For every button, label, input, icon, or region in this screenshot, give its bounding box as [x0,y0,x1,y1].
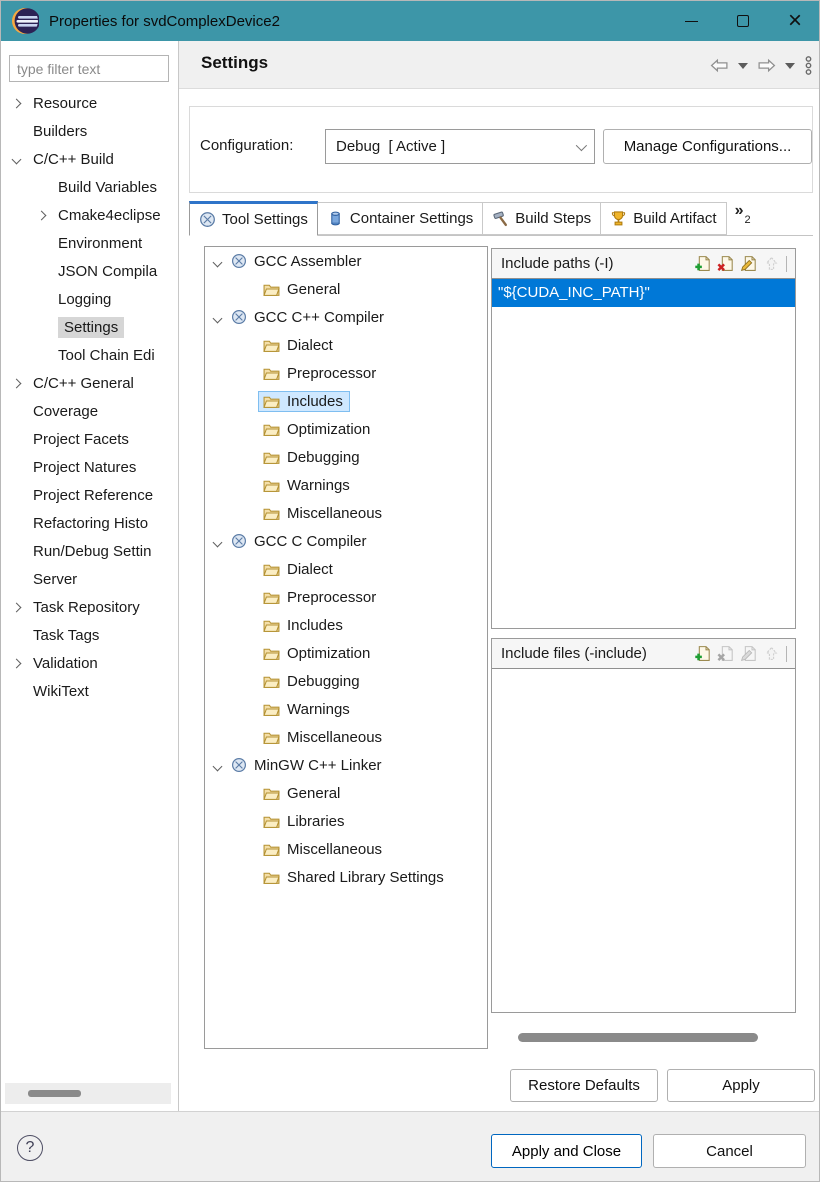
include-files-panel [491,638,796,1013]
sidebar-item-label: Coverage [33,402,99,420]
sidebar-item-refactoring-history[interactable] [1,509,179,537]
trophy-icon [610,210,627,227]
tab-label: Container Settings [349,210,474,227]
tree-item-label: Preprocessor [287,364,377,382]
configuration-select[interactable] [325,129,595,164]
tool-icon [231,309,247,325]
tree-item-general[interactable] [205,275,487,303]
sidebar-item-label-selected: Settings [58,317,124,338]
tree-item-label: Warnings [287,476,350,494]
sidebar-item-label: JSON Compila [58,262,158,280]
sidebar-item-settings[interactable] [1,313,179,341]
chevron-right-icon[interactable] [9,600,23,614]
add-icon[interactable] [694,255,711,272]
delete-icon[interactable] [717,255,734,272]
chevron-down-icon[interactable] [214,309,221,326]
back-arrow-icon[interactable] [710,58,729,73]
manage-configurations-button[interactable]: Manage Configurations... [603,129,812,164]
folder-icon [263,702,280,717]
tree-item-label: Includes [287,392,343,410]
sidebar-item-cpp-build[interactable] [1,145,179,173]
apply-button[interactable]: Apply [667,1069,815,1102]
chevron-down-icon[interactable] [9,152,23,166]
folder-icon [263,394,280,409]
tree-item-label: GCC Assembler [254,252,362,270]
chevron-right-icon[interactable] [34,208,48,222]
sidebar-tree [1,89,179,705]
sidebar-horizontal-scrollbar[interactable] [5,1083,171,1104]
tree-item-label: Libraries [287,812,345,830]
tree-item-debugging[interactable] [205,667,487,695]
tool-icon [231,253,247,269]
eclipse-logo-icon [11,7,39,35]
tree-item-label: GCC C++ Compiler [254,308,385,326]
sidebar-item-build-variables[interactable] [1,173,179,201]
back-history-dropdown-icon[interactable] [738,63,748,69]
tree-item-includes-selected[interactable] [205,387,487,415]
tree-item-label: Warnings [287,700,350,718]
sidebar-item-label: Task Repository [33,598,140,616]
chevron-down-icon[interactable] [214,533,221,550]
tab-tool-settings[interactable] [189,201,318,236]
sidebar-item-task-repository[interactable] [1,593,179,621]
tree-item-warnings[interactable] [205,471,487,499]
tree-item-optimization[interactable] [205,415,487,443]
close-button[interactable] [769,1,820,41]
configuration-value: Debug [ Active ] [336,138,446,155]
sidebar-item-builders[interactable] [1,117,179,145]
sidebar-item-label: Project Natures [33,458,137,476]
folder-icon [263,618,280,633]
tab-build-artifact[interactable] [601,202,726,235]
sidebar-item-cpp-general[interactable] [1,369,179,397]
tree-item-label: General [287,280,341,298]
sidebar-item-validation[interactable] [1,649,179,677]
tree-item-gcc-cpp-compiler[interactable] [205,303,487,331]
maximize-button[interactable] [717,1,769,41]
include-files-title: Include files (-include) [501,645,647,662]
title-bar [1,1,820,41]
sidebar-item-label: Environment [58,234,143,252]
sidebar-item-wikitext[interactable] [1,677,179,705]
tool-icon [231,533,247,549]
tree-item-label: MinGW C++ Linker [254,756,382,774]
sidebar-item-run-debug-settings[interactable] [1,537,179,565]
tool-settings-tree [204,246,488,1049]
tree-item-general[interactable] [205,779,487,807]
chevron-down-icon [576,139,587,150]
move-up-icon [763,255,780,272]
close-icon: × [787,7,802,34]
chevron-right-icon[interactable] [9,656,23,670]
tree-item-label: Debugging [287,448,360,466]
folder-icon [263,674,280,689]
delete-icon [717,645,734,662]
tree-item-label: Includes [287,616,343,634]
sidebar-item-label: Cmake4eclipse [58,206,161,224]
tab-container-settings[interactable] [318,202,483,235]
tab-build-steps[interactable] [483,202,601,235]
tree-item-gcc-assembler[interactable] [205,247,487,275]
include-path-entry-selected[interactable]: "${CUDA_INC_PATH}" [492,279,795,307]
container-icon [327,210,344,227]
sidebar-item-label: Tool Chain Edi [58,346,155,364]
tree-item-label: Optimization [287,420,371,438]
folder-icon [263,842,280,857]
move-down-icon-clipped [786,256,789,272]
forward-arrow-icon[interactable] [757,58,776,73]
folder-icon [263,450,280,465]
minimize-icon [685,21,698,22]
include-paths-title: Include paths (-I) [501,255,614,272]
sidebar-item-logging[interactable] [1,285,179,313]
move-down-icon-clipped [786,646,789,662]
folder-icon [263,422,280,437]
sidebar-item-cmake4eclipse[interactable] [1,201,179,229]
scrollbar-thumb[interactable] [28,1090,81,1097]
sidebar-item-label: Project Reference [33,486,154,504]
sidebar-item-label: Run/Debug Settin [33,542,152,560]
tree-item-label: General [287,784,341,802]
tool-icon [231,757,247,773]
tree-item-warnings[interactable] [205,695,487,723]
tree-item-label: Optimization [287,644,371,662]
hammer-icon [492,210,509,227]
tool-icon [199,211,216,228]
tree-item-shared-library-settings[interactable] [205,863,487,891]
tree-item-label: Debugging [287,672,360,690]
dialog-footer [1,1111,820,1182]
sidebar-item-project-natures[interactable] [1,453,179,481]
overflow-count: 2 [744,214,751,226]
edit-icon[interactable] [740,255,757,272]
forward-history-dropdown-icon[interactable] [785,63,795,69]
folder-icon [263,814,280,829]
include-paths-panel [491,248,796,629]
minimize-button[interactable] [665,1,717,41]
window-title: Properties for svdComplexDevice2 [49,12,280,30]
configuration-group [189,106,813,193]
sidebar-item-json-compilation[interactable] [1,257,179,285]
folder-icon [263,506,280,521]
tree-item-label: Dialect [287,560,333,578]
tree-item-debugging[interactable] [205,443,487,471]
sidebar-item-label: C/C++ General [33,374,134,392]
folder-icon [263,338,280,353]
sidebar-item-task-tags[interactable] [1,621,179,649]
sidebar-item-label: C/C++ Build [33,150,114,168]
folder-icon [263,366,280,381]
sidebar-item-label: WikiText [33,682,89,700]
configuration-label: Configuration: [200,137,294,154]
sidebar-item-project-facets[interactable] [1,425,179,453]
help-icon: ? [25,1139,35,1156]
overflow-chevrons-icon: » [734,202,744,219]
tab-label: Build Steps [515,210,592,227]
tree-item-label: Dialect [287,336,333,354]
folder-icon [263,478,280,493]
sidebar-item-label: Task Tags [33,626,100,644]
tree-item-mingw-cpp-linker[interactable] [205,751,487,779]
sidebar-item-resource[interactable] [1,89,179,117]
folder-icon [263,282,280,297]
tree-item-dialect[interactable] [205,555,487,583]
tree-item-label: GCC C Compiler [254,532,367,550]
tab-label: Build Artifact [633,210,717,227]
tree-item-miscellaneous[interactable] [205,499,487,527]
tab-overflow-button[interactable] [727,202,759,235]
tree-item-label: Preprocessor [287,588,377,606]
sidebar-item-environment[interactable] [1,229,179,257]
tree-item-miscellaneous[interactable] [205,835,487,863]
folder-icon [263,590,280,605]
tree-item-includes[interactable] [205,611,487,639]
help-button[interactable] [17,1135,43,1161]
page-header [179,41,820,89]
sidebar-item-label: Project Facets [33,430,129,448]
tree-item-libraries[interactable] [205,807,487,835]
restore-defaults-button[interactable]: Restore Defaults [510,1069,658,1102]
chevron-down-icon[interactable] [214,757,221,774]
chevron-right-icon[interactable] [9,376,23,390]
sidebar [1,41,179,1111]
add-icon[interactable] [694,645,711,662]
sidebar-item-server[interactable] [1,565,179,593]
tree-item-label: Shared Library Settings [287,868,444,886]
sidebar-item-project-references[interactable] [1,481,179,509]
folder-icon [263,562,280,577]
tree-item-dialect[interactable] [205,331,487,359]
sidebar-item-coverage[interactable] [1,397,179,425]
sidebar-item-label: Server [33,570,78,588]
chevron-down-icon[interactable] [214,253,221,270]
sidebar-item-label: Resource [33,94,98,112]
main-area [179,41,820,1111]
chevron-right-icon[interactable] [9,96,23,110]
settings-tabbar [189,201,813,236]
sidebar-item-label: Refactoring Histo [33,514,149,532]
sidebar-item-label: Build Variables [58,178,157,196]
tree-item-miscellaneous[interactable] [205,723,487,751]
folder-icon [263,786,280,801]
sidebar-item-label: Validation [33,654,98,672]
tree-item-preprocessor[interactable] [205,583,487,611]
tree-item-preprocessor[interactable] [205,359,487,387]
folder-icon [263,730,280,745]
maximize-icon [737,15,749,27]
folder-icon [263,870,280,885]
tree-item-label: Miscellaneous [287,840,383,858]
page-title: Settings [201,53,269,72]
tree-item-label: Miscellaneous [287,728,383,746]
edit-icon [740,645,757,662]
content-horizontal-scrollbar[interactable] [518,1033,758,1042]
tab-label: Tool Settings [222,211,308,228]
move-up-icon [763,645,780,662]
tree-item-label: Miscellaneous [287,504,383,522]
sidebar-item-label: Builders [33,122,88,140]
sidebar-item-label: Logging [58,290,112,308]
sidebar-item-tool-chain-editor[interactable] [1,341,179,369]
filter-input[interactable] [9,55,169,82]
folder-icon [263,646,280,661]
cancel-button[interactable]: Cancel [653,1134,806,1168]
tree-item-gcc-c-compiler[interactable] [205,527,487,555]
apply-and-close-button[interactable]: Apply and Close [491,1134,642,1168]
view-menu-icon[interactable] [804,55,813,76]
tree-item-optimization[interactable] [205,639,487,667]
